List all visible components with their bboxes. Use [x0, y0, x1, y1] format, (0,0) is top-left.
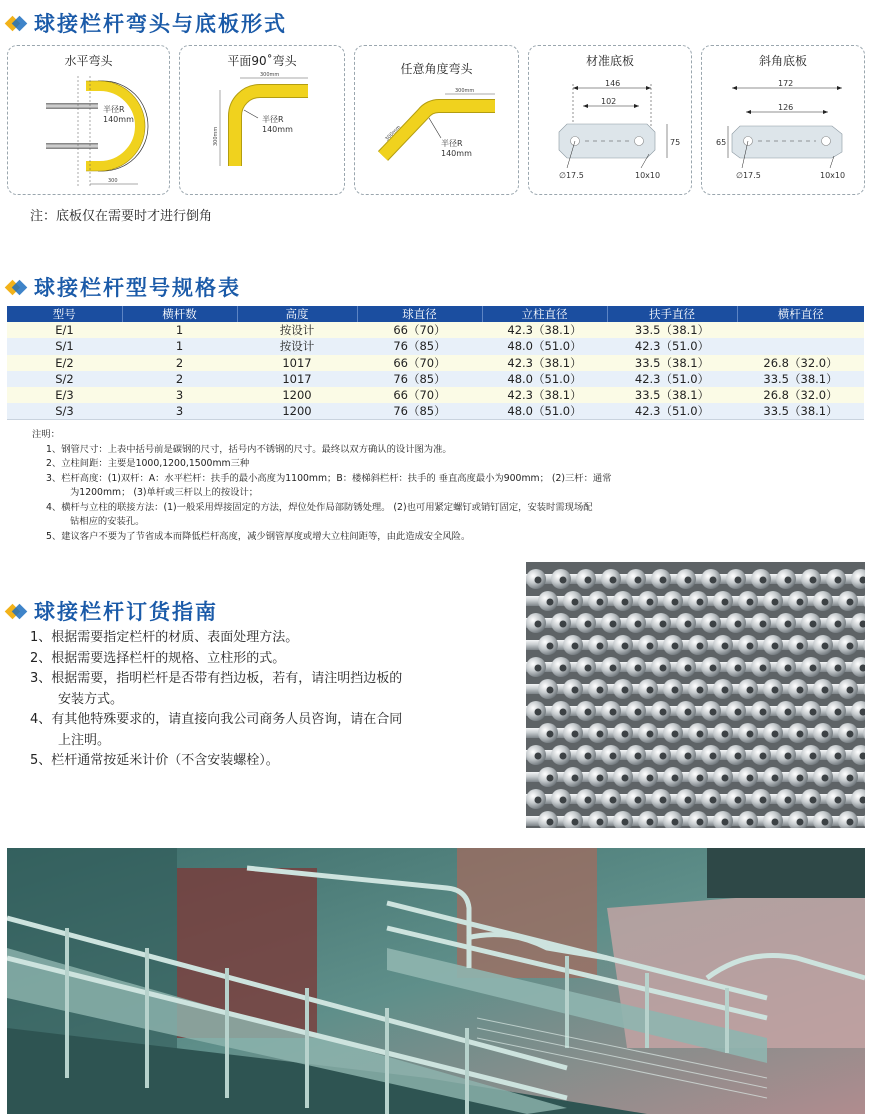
- table-cell: 2: [122, 355, 237, 371]
- column-header: 高度: [237, 306, 357, 322]
- pipe-end-shape: [647, 731, 654, 738]
- card-title: 水平弯头: [64, 54, 113, 68]
- order-guide-list: [30, 628, 500, 772]
- pipe-end-shape: [835, 797, 842, 804]
- pipe-end-shape: [660, 621, 667, 628]
- table-cell: 26.8（32.0）: [737, 387, 864, 403]
- pipe-end-shape: [672, 687, 679, 694]
- table-cell: 2: [122, 371, 237, 387]
- order-item: 5、栏杆通常按延米计价（不含安装螺栓）。: [30, 753, 279, 768]
- pipe-end-shape: [697, 775, 704, 782]
- pipe-end-shape: [785, 621, 792, 628]
- pipe-end-shape: [697, 819, 704, 826]
- chamfered-baseplate-diagram: [702, 46, 866, 196]
- radius-value: 140mm: [103, 115, 134, 124]
- industrial-stairs-illustration: [7, 848, 865, 1114]
- column-header: 横杆直径: [737, 306, 864, 322]
- radius-label: 半径R: [441, 139, 463, 148]
- pipe-end-shape: [660, 577, 667, 584]
- column-header: 横杆数: [122, 306, 237, 322]
- hole-dim: ∅17.5: [559, 171, 584, 180]
- pipe-end-shape: [822, 731, 829, 738]
- table-cell: E/2: [7, 355, 122, 371]
- table-cell: 42.3（51.0）: [607, 371, 737, 387]
- hole-dim: ∅17.5: [736, 171, 761, 180]
- pipe-end-shape: [697, 643, 704, 650]
- diamond-bullet-icon: [6, 278, 28, 296]
- pipe-end-shape: [597, 599, 604, 606]
- pipe-end-shape: [547, 775, 554, 782]
- photo-stacked-railings: [526, 562, 865, 828]
- pipe-end-shape: [772, 731, 779, 738]
- pipe-end-shape: [622, 599, 629, 606]
- pipe-end-shape: [560, 753, 567, 760]
- pipe-end-shape: [835, 665, 842, 672]
- pipe-end-shape: [747, 775, 754, 782]
- table-cell: 76（85）: [357, 403, 482, 420]
- note-item: 1、钢管尺寸：上表中括号前是碳钢的尺寸，括号内不锈钢的尺寸。最终以双方确认的设计图为准。: [46, 443, 452, 455]
- pipe-end-shape: [535, 753, 542, 760]
- height-dim: 75: [670, 138, 681, 147]
- pipe-end-shape: [585, 621, 592, 628]
- table-cell: 1: [122, 338, 237, 354]
- table-cell: 42.3（38.1）: [482, 355, 607, 371]
- table-cell: 33.5（38.1）: [607, 355, 737, 371]
- table-cell: 42.3（38.1）: [482, 387, 607, 403]
- note-item: 2、立柱间距：主要是1000,1200,1500mm三种: [46, 458, 250, 469]
- pipe-end-shape: [797, 643, 804, 650]
- pipe-end-shape: [547, 819, 554, 826]
- pipe-end-shape: [535, 621, 542, 628]
- card-title: 斜角底板: [758, 54, 807, 68]
- table-cell: S/3: [7, 403, 122, 420]
- radius-label: 半径R: [262, 115, 284, 124]
- dim-top: 300mm: [260, 72, 280, 78]
- pipe-end-shape: [672, 731, 679, 738]
- pipe-end-shape: [572, 687, 579, 694]
- pipe-end-shape: [722, 687, 729, 694]
- card-horizontal-bend: [7, 45, 170, 195]
- standard-baseplate-diagram: [529, 46, 693, 196]
- table-cell: [737, 322, 864, 338]
- table-cell: 42.3（38.1）: [482, 322, 607, 338]
- radius-value: 140mm: [262, 125, 293, 134]
- any-angle-bend-diagram: [355, 46, 520, 196]
- card-any-angle-bend: [354, 45, 519, 195]
- pipe-end-shape: [847, 819, 854, 826]
- column-header: 型号: [7, 306, 122, 322]
- pipe-end-shape: [535, 577, 542, 584]
- table-cell: [737, 338, 864, 354]
- pipe-end-shape: [747, 643, 754, 650]
- pipe-end-shape: [635, 577, 642, 584]
- pipe-end-shape: [772, 643, 779, 650]
- pipe-end-shape: [672, 819, 679, 826]
- pipe-end-shape: [610, 709, 617, 716]
- section-heading: 球接栏杆弯头与底板形式: [34, 12, 287, 36]
- card-title: 平面90˚弯头: [227, 54, 297, 68]
- spec-table: [7, 306, 864, 420]
- pipe-end-shape: [572, 731, 579, 738]
- pipe-end-shape: [810, 665, 817, 672]
- pipe-end-shape: [647, 599, 654, 606]
- pipe-end-shape: [835, 709, 842, 716]
- pipe-end-shape: [635, 753, 642, 760]
- pipe-end-shape: [735, 577, 742, 584]
- table-header-row: [7, 306, 864, 322]
- card-plane-90-bend: [179, 45, 345, 195]
- pipe-end-shape: [772, 599, 779, 606]
- card-chamfered-baseplate: [701, 45, 865, 195]
- pipe-end-shape: [572, 819, 579, 826]
- note-item: 4、横杆与立柱的联接方法：(1)一般采用焊接固定的方法，焊位处作局部防锈处理。 (2)也可用紧定螺钉或销钉固定，安装时需现场配: [46, 501, 593, 513]
- pipe-end-shape: [622, 819, 629, 826]
- pipe-end-shape: [760, 577, 767, 584]
- pipe-end-shape: [722, 731, 729, 738]
- pipe-end-shape: [572, 775, 579, 782]
- order-item: 4、有其他特殊要求的，请直接向我公司商务人员咨询，请在合同: [30, 712, 403, 727]
- diamond-bullet-icon: [6, 602, 28, 620]
- pipe-end-shape: [597, 819, 604, 826]
- order-item: 2、根据需要选择栏杆的规格、立柱形的式。: [30, 650, 286, 666]
- table-row: [7, 387, 864, 403]
- pipe-end-shape: [697, 599, 704, 606]
- pipe-end-shape: [635, 709, 642, 716]
- radius-value: 140mm: [441, 149, 472, 158]
- pipe-end-shape: [560, 621, 567, 628]
- pipe-end-shape: [810, 709, 817, 716]
- width-inner: 126: [778, 103, 794, 112]
- order-item-continued: 安装方式。: [58, 691, 124, 707]
- pipe-end-shape: [822, 775, 829, 782]
- pipe-end-shape: [847, 643, 854, 650]
- pipe-end-shape: [710, 709, 717, 716]
- stacked-pipes-illustration: [526, 562, 865, 828]
- pipe-end-shape: [735, 709, 742, 716]
- table-cell: 按设计: [237, 322, 357, 338]
- pipe-end-shape: [572, 643, 579, 650]
- pipe-end-shape: [547, 687, 554, 694]
- pipe-end-shape: [797, 687, 804, 694]
- table-cell: 33.5（38.1）: [737, 371, 864, 387]
- table-cell: 33.5（38.1）: [737, 403, 864, 420]
- pipe-end-shape: [810, 621, 817, 628]
- pipe-end-shape: [610, 621, 617, 628]
- table-cell: 3: [122, 387, 237, 403]
- section-heading: 球接栏杆型号规格表: [34, 276, 241, 300]
- order-item: 3、根据需要，指明栏杆是否带有挡边板，若有，请注明挡边板的: [30, 671, 403, 686]
- pipe-end-shape: [585, 797, 592, 804]
- pipe-end-shape: [647, 819, 654, 826]
- height-dim: 65: [716, 138, 727, 147]
- note-item: 5、建议客户不要为了节省成本而降低栏杆高度，减少钢管厚度或增大立柱间距等，由此造成安全风险。: [46, 530, 471, 542]
- pipe-end-shape: [722, 819, 729, 826]
- pipe-end-shape: [535, 709, 542, 716]
- pipe-end-shape: [535, 797, 542, 804]
- pipe-end-shape: [822, 819, 829, 826]
- pipe-end-shape: [735, 753, 742, 760]
- table-row: [7, 355, 864, 371]
- dim-side: 300mm: [384, 124, 403, 143]
- pipe-end-shape: [722, 775, 729, 782]
- pipe-end-shape: [635, 797, 642, 804]
- pipe-end-shape: [610, 797, 617, 804]
- pipe-end-shape: [835, 577, 842, 584]
- pipe-end-shape: [822, 687, 829, 694]
- order-item-continued: 上注明。: [58, 732, 111, 748]
- spec-notes: [32, 428, 822, 544]
- radius-label: 半径R: [103, 105, 125, 114]
- table-cell: 1017: [237, 355, 357, 371]
- pipe-end-shape: [785, 577, 792, 584]
- width-inner: 102: [601, 97, 617, 106]
- table-cell: 76（85）: [357, 338, 482, 354]
- pipe-end-shape: [710, 621, 717, 628]
- pipe-end-shape: [660, 709, 667, 716]
- width-outer: 146: [605, 79, 621, 88]
- pipe-end-shape: [610, 753, 617, 760]
- table-cell: 26.8（32.0）: [737, 355, 864, 371]
- card-standard-baseplate: [528, 45, 692, 195]
- pipe-end-shape: [735, 665, 742, 672]
- column-header: 扶手直径: [607, 306, 737, 322]
- table-row: [7, 371, 864, 387]
- pipe-end-shape: [710, 577, 717, 584]
- section-title-spec: [6, 272, 241, 302]
- table-cell: 42.3（51.0）: [607, 338, 737, 354]
- pipe-end-shape: [735, 621, 742, 628]
- pipe-end-shape: [722, 643, 729, 650]
- bend-types-panel: [7, 45, 865, 197]
- pipe-end-shape: [585, 709, 592, 716]
- pipe-end-shape: [635, 621, 642, 628]
- column-header: 球直径: [357, 306, 482, 322]
- pipe-end-shape: [685, 797, 692, 804]
- pipe-end-shape: [560, 709, 567, 716]
- pipe-end-shape: [672, 775, 679, 782]
- pipe-end-shape: [610, 665, 617, 672]
- plane-90-bend-diagram: [180, 46, 346, 196]
- table-cell: 按设计: [237, 338, 357, 354]
- pipe-end-shape: [685, 577, 692, 584]
- pipe-end-shape: [847, 775, 854, 782]
- pipe-end-shape: [660, 665, 667, 672]
- table-cell: 66（70）: [357, 355, 482, 371]
- pipe-end-shape: [647, 775, 654, 782]
- table-row: [7, 403, 864, 420]
- pipe-end-shape: [822, 599, 829, 606]
- pipe-end-shape: [810, 797, 817, 804]
- pipe-end-shape: [660, 797, 667, 804]
- pipe-end-shape: [747, 687, 754, 694]
- table-cell: 66（70）: [357, 322, 482, 338]
- pipe-end-shape: [685, 621, 692, 628]
- horizontal-bend-diagram: [8, 46, 171, 196]
- section-title-bends: [6, 8, 287, 38]
- bolt-dim: 10x10: [820, 171, 846, 180]
- pipe-end-shape: [710, 797, 717, 804]
- column-header: 立柱直径: [482, 306, 607, 322]
- pipe-end-shape: [622, 731, 629, 738]
- pipe-end-shape: [672, 599, 679, 606]
- pipe-end-shape: [685, 665, 692, 672]
- pipe-end-shape: [785, 797, 792, 804]
- table-cell: 33.5（38.1）: [607, 322, 737, 338]
- dim-side: 300mm: [213, 126, 219, 146]
- table-row: [7, 338, 864, 354]
- pipe-end-shape: [685, 709, 692, 716]
- pipe-end-shape: [610, 577, 617, 584]
- pipe-end-shape: [835, 621, 842, 628]
- pipe-end-shape: [797, 775, 804, 782]
- pipe-end-shape: [547, 599, 554, 606]
- notes-heading: 注明：: [32, 429, 60, 440]
- table-cell: 1: [122, 322, 237, 338]
- photo-industrial-stairs: [7, 848, 865, 1114]
- pipe-end-shape: [847, 687, 854, 694]
- pipe-end-shape: [560, 577, 567, 584]
- pipe-end-shape: [697, 731, 704, 738]
- pipe-end-shape: [797, 599, 804, 606]
- pipe-end-shape: [835, 753, 842, 760]
- pipe-end-shape: [747, 599, 754, 606]
- table-cell: 1200: [237, 387, 357, 403]
- pipe-end-shape: [797, 731, 804, 738]
- dim-top: 300mm: [455, 88, 475, 94]
- table-cell: 48.0（51.0）: [482, 338, 607, 354]
- pipe-end-shape: [597, 775, 604, 782]
- table-cell: 1017: [237, 371, 357, 387]
- pipe-end-shape: [597, 643, 604, 650]
- pipe-end-shape: [585, 753, 592, 760]
- pipe-end-shape: [585, 665, 592, 672]
- pipe-end-shape: [760, 709, 767, 716]
- pipe-end-shape: [647, 687, 654, 694]
- pipe-end-shape: [660, 753, 667, 760]
- bolt-dim: 10x10: [635, 171, 661, 180]
- card-title: 任意角度弯头: [400, 62, 473, 76]
- pipe-end-shape: [547, 731, 554, 738]
- pipe-end-shape: [760, 753, 767, 760]
- pipe-end-shape: [735, 797, 742, 804]
- pipe-end-shape: [847, 599, 854, 606]
- pipe-end-shape: [597, 687, 604, 694]
- width-outer: 172: [778, 79, 794, 88]
- pipe-end-shape: [572, 599, 579, 606]
- pipe-end-shape: [772, 775, 779, 782]
- pipe-end-shape: [685, 753, 692, 760]
- pipe-end-shape: [785, 665, 792, 672]
- pipe-end-shape: [622, 775, 629, 782]
- pipe-end-shape: [547, 643, 554, 650]
- pipe-end-shape: [822, 643, 829, 650]
- pipe-end-shape: [760, 621, 767, 628]
- table-cell: 66（70）: [357, 387, 482, 403]
- table-cell: 33.5（38.1）: [607, 387, 737, 403]
- table-cell: S/2: [7, 371, 122, 387]
- pipe-end-shape: [560, 665, 567, 672]
- table-cell: 1200: [237, 403, 357, 420]
- note-item-continued: 钻相应的安装孔。: [70, 516, 145, 527]
- pipe-end-shape: [722, 599, 729, 606]
- pipe-end-shape: [747, 819, 754, 826]
- baseplate-note: 注：底板仅在需要时才进行倒角: [30, 209, 213, 224]
- table-cell: E/3: [7, 387, 122, 403]
- table-cell: 3: [122, 403, 237, 420]
- pipe-end-shape: [847, 731, 854, 738]
- table-cell: 42.3（51.0）: [607, 403, 737, 420]
- pipe-end-shape: [785, 709, 792, 716]
- pipe-end-shape: [635, 665, 642, 672]
- pipe-end-shape: [797, 819, 804, 826]
- pipe-end-shape: [597, 731, 604, 738]
- table-cell: S/1: [7, 338, 122, 354]
- pipe-end-shape: [697, 687, 704, 694]
- pipe-end-shape: [772, 687, 779, 694]
- pipe-end-shape: [785, 753, 792, 760]
- pipe-end-shape: [760, 665, 767, 672]
- pipe-end-shape: [535, 665, 542, 672]
- card-title: 材准底板: [585, 54, 634, 68]
- note-item-continued: 为1200mm； (3)单杆或三杆以上的按设计；: [70, 487, 259, 498]
- table-cell: 48.0（51.0）: [482, 371, 607, 387]
- pipe-end-shape: [810, 577, 817, 584]
- pipe-end-shape: [622, 687, 629, 694]
- pipe-end-shape: [772, 819, 779, 826]
- pipe-end-shape: [560, 797, 567, 804]
- order-item: 1、根据需要指定栏杆的材质、表面处理方法。: [30, 630, 299, 645]
- pipe-end-shape: [622, 643, 629, 650]
- table-cell: 76（85）: [357, 371, 482, 387]
- svg-text:300: 300: [108, 178, 118, 184]
- diamond-bullet-icon: [6, 14, 28, 32]
- pipe-end-shape: [647, 643, 654, 650]
- pipe-end-shape: [810, 753, 817, 760]
- pipe-end-shape: [672, 643, 679, 650]
- note-item: 3、栏杆高度：(1)双杆：A：水平栏杆：扶手的最小高度为1100mm；B：楼梯斜栏杆：扶手的 垂直高度最小为900mm； (2)三杆：通常: [46, 472, 612, 484]
- table-cell: 48.0（51.0）: [482, 403, 607, 420]
- pipe-end-shape: [585, 577, 592, 584]
- pipe-end-shape: [760, 797, 767, 804]
- pipe-end-shape: [710, 665, 717, 672]
- table-row: [7, 322, 864, 338]
- table-cell: E/1: [7, 322, 122, 338]
- section-heading: 球接栏杆订货指南: [34, 600, 218, 624]
- section-title-order: [6, 596, 218, 626]
- pipe-end-shape: [747, 731, 754, 738]
- pipe-end-shape: [710, 753, 717, 760]
